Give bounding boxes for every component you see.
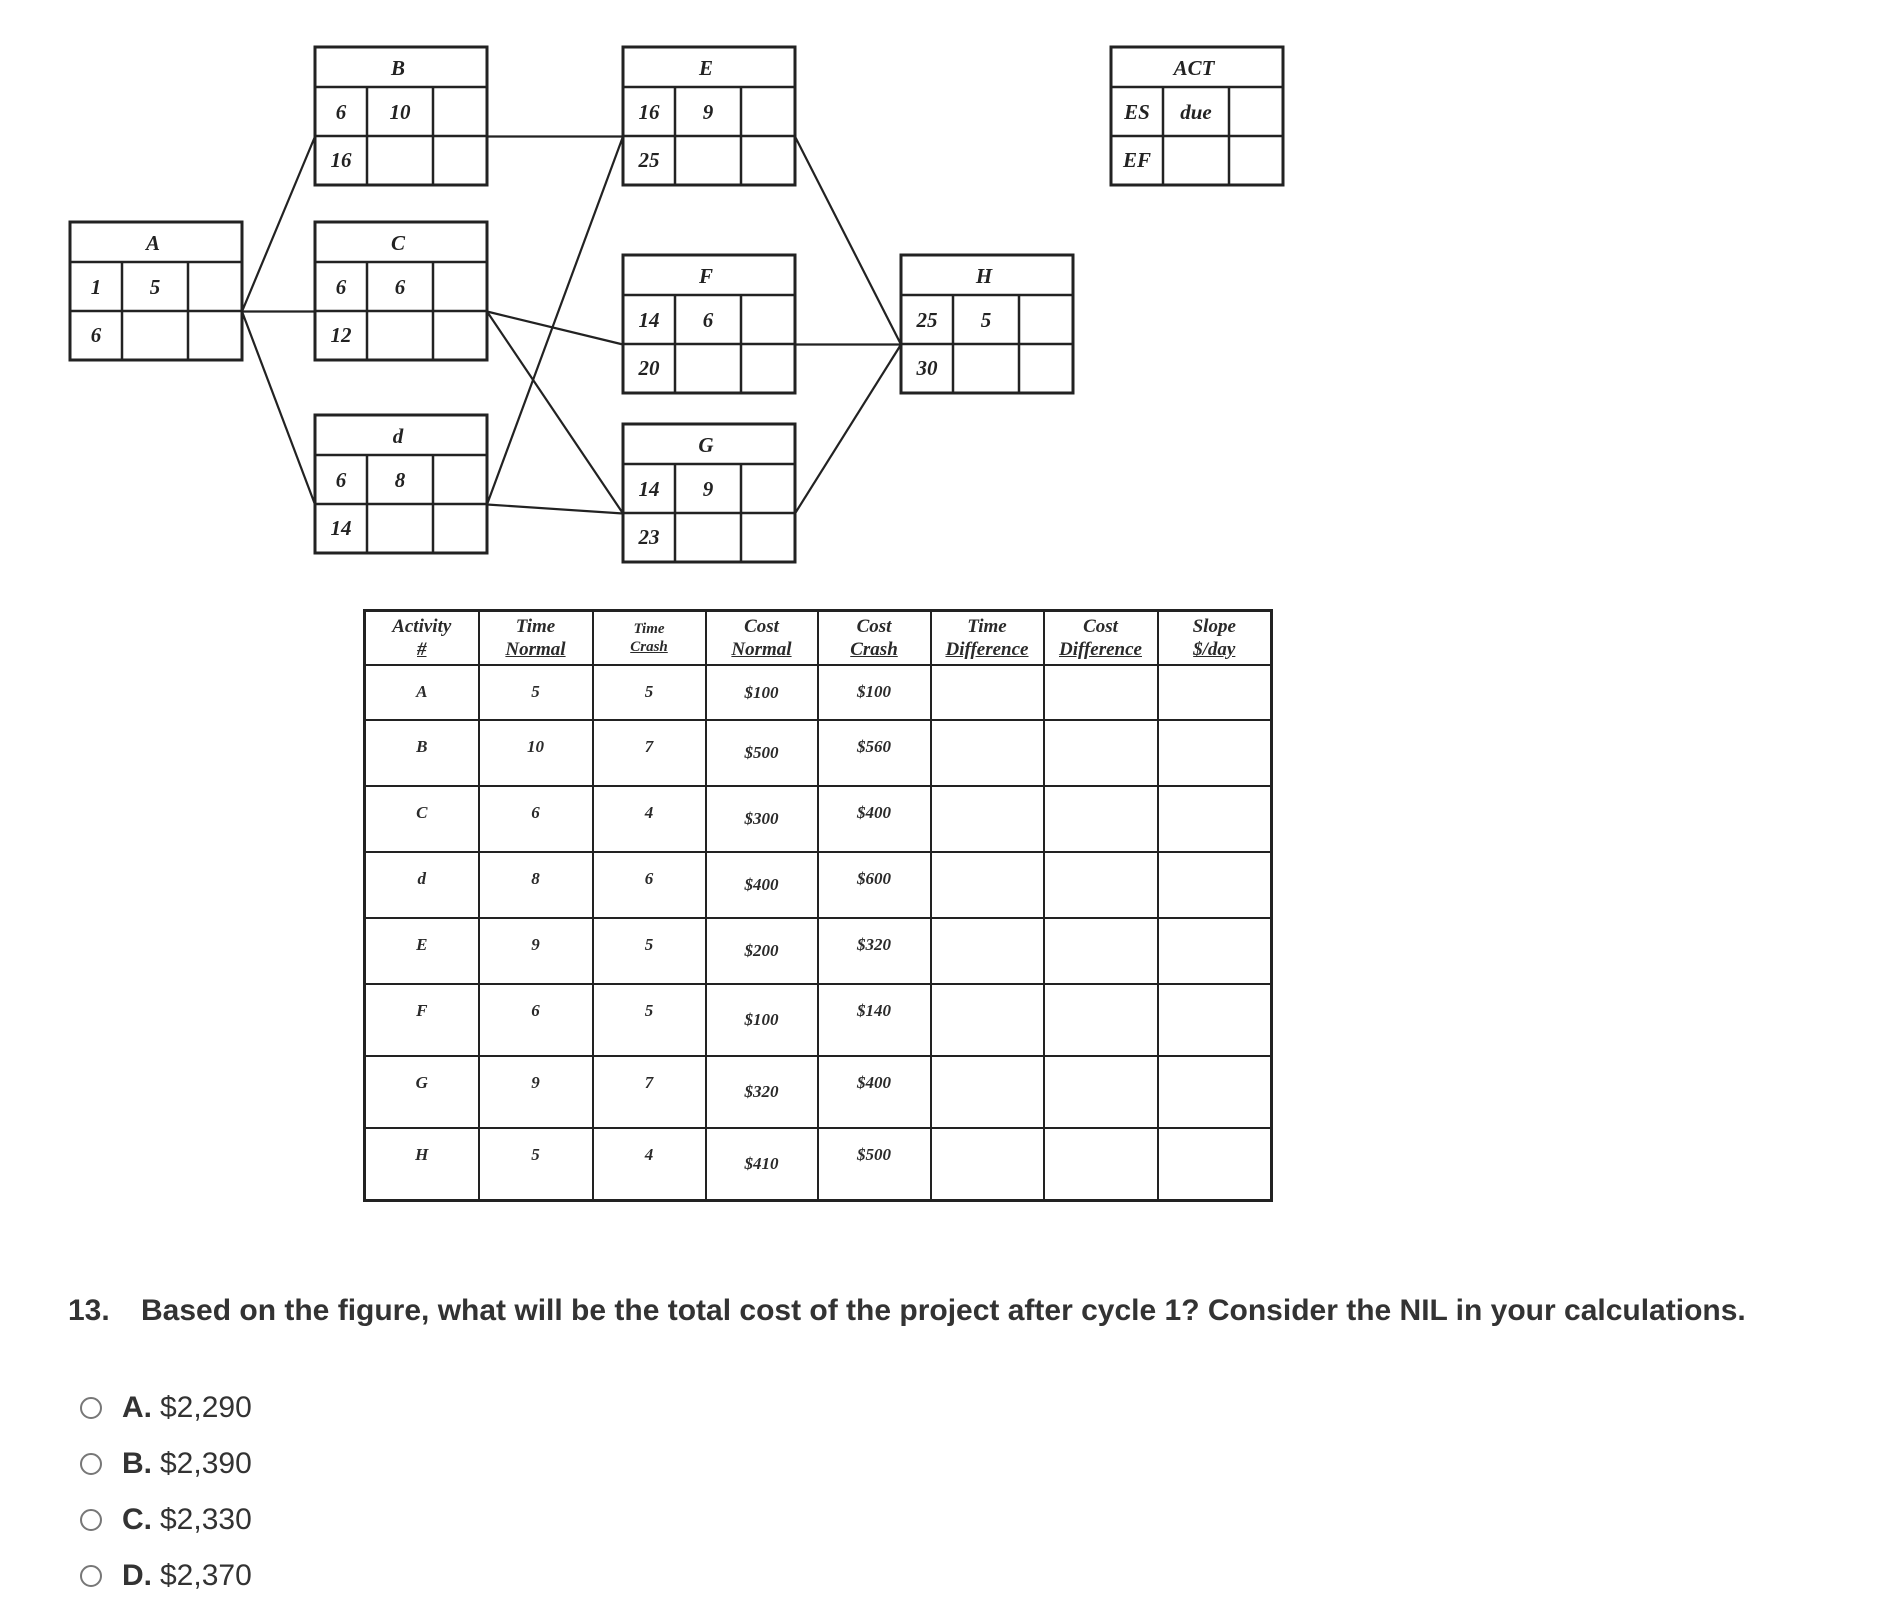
option-letter: B. (122, 1447, 152, 1480)
node-G-es: 14 (638, 477, 660, 501)
column-header-line-2: Crash (630, 639, 668, 655)
table-cell: $400 (818, 1056, 931, 1128)
node-E-label: E (698, 56, 714, 80)
node-F (623, 255, 795, 393)
table-row (365, 984, 1272, 1056)
table-row (365, 1128, 1272, 1200)
table-cell (1158, 720, 1272, 786)
table-cell: $100 (818, 665, 931, 720)
answer-options (80, 1380, 252, 1604)
answer-option[interactable] (80, 1492, 252, 1548)
table-cell: 6 (479, 786, 593, 852)
node-A-duration: 5 (149, 275, 161, 299)
column-header (365, 611, 479, 666)
question-text (68, 1294, 1868, 1328)
column-header-line-1: Activity (392, 616, 452, 637)
node-d (315, 415, 487, 553)
table-cell (1158, 1128, 1272, 1200)
table-cell: 10 (479, 720, 593, 786)
edge-A-B (242, 137, 315, 312)
column-header (931, 611, 1044, 666)
node-A (70, 222, 242, 360)
node-G-label: G (698, 433, 714, 457)
table-cell: 9 (479, 918, 593, 984)
node-G-ef: 23 (638, 525, 660, 549)
radio-button[interactable] (80, 1397, 102, 1419)
node-C-es: 6 (335, 275, 347, 299)
node-B-duration: 10 (389, 100, 411, 124)
column-header-line-2: # (417, 639, 427, 660)
table-cell: d (365, 852, 479, 918)
table-cell (1044, 852, 1158, 918)
option-value: $2,290 (160, 1391, 252, 1424)
node-H-duration: 5 (980, 308, 992, 332)
table-cell: $320 (818, 918, 931, 984)
table-cell: $400 (818, 786, 931, 852)
legend-box (1111, 47, 1283, 185)
table-header-row (365, 611, 1272, 666)
table-cell: 7 (593, 1056, 706, 1128)
column-header-line-1: Cost (1083, 616, 1118, 637)
table-row (365, 665, 1272, 720)
node-G (623, 424, 795, 562)
option-letter: D. (122, 1559, 152, 1592)
node-B (315, 47, 487, 185)
answer-option[interactable] (80, 1380, 252, 1436)
table-cell: $560 (818, 720, 931, 786)
answer-option[interactable] (80, 1436, 252, 1492)
table-cell: $500 (818, 1128, 931, 1200)
table-cell: 5 (593, 918, 706, 984)
network-diagram (0, 0, 1892, 580)
node-E-duration: 9 (702, 100, 714, 124)
node-B-es: 6 (335, 100, 347, 124)
column-header (1158, 611, 1272, 666)
column-header-line-1: Time (633, 621, 665, 637)
node-d-duration: 8 (394, 468, 406, 492)
table-cell: C (365, 786, 479, 852)
table-cell: 9 (479, 1056, 593, 1128)
answer-option[interactable] (80, 1548, 252, 1604)
column-header-line-1: Cost (744, 616, 779, 637)
column-header-line-1: Time (515, 616, 556, 637)
table-cell (931, 786, 1044, 852)
node-C-label: C (390, 231, 406, 255)
table-cell (1044, 720, 1158, 786)
table-cell: E (365, 918, 479, 984)
node-F-ef: 20 (638, 356, 660, 380)
column-header (706, 611, 818, 666)
node-F-duration: 6 (702, 308, 714, 332)
table-cell (1044, 786, 1158, 852)
edge-C-F (487, 312, 623, 345)
legend-box-ef: EF (1122, 148, 1152, 172)
legend-box-es: ES (1124, 100, 1150, 124)
table-cell (1044, 984, 1158, 1056)
option-value: $2,370 (160, 1559, 252, 1592)
column-header-line-1: Time (967, 616, 1007, 637)
table-row (365, 918, 1272, 984)
table-cell (1158, 665, 1272, 720)
column-header (1044, 611, 1158, 666)
node-d-ef: 14 (330, 516, 352, 540)
table-cell: 5 (479, 665, 593, 720)
table-cell: 6 (479, 984, 593, 1056)
node-C-duration: 6 (394, 275, 406, 299)
option-letter: A. (122, 1391, 152, 1424)
column-header (479, 611, 593, 666)
node-E-ef: 25 (638, 148, 660, 172)
table-cell (931, 1056, 1044, 1128)
table-cell: $200 (706, 918, 818, 984)
node-A-es: 1 (90, 275, 102, 299)
legend-box-duration: due (1180, 100, 1212, 124)
table-cell (1158, 1056, 1272, 1128)
node-H-ef: 30 (916, 356, 938, 380)
column-header-line-1: Cost (856, 616, 892, 637)
edge-E-H (795, 137, 901, 345)
column-header-line-2: Crash (850, 639, 898, 660)
column-header-line-2: Difference (1058, 639, 1142, 660)
table-cell (1044, 665, 1158, 720)
table-cell (931, 665, 1044, 720)
table-cell: $400 (706, 852, 818, 918)
edge-d-G (487, 505, 623, 514)
node-E (623, 47, 795, 185)
column-header-line-2: $/day (1193, 639, 1236, 660)
table-cell: $600 (818, 852, 931, 918)
table-cell (931, 918, 1044, 984)
table-cell: 7 (593, 720, 706, 786)
table-cell: $100 (706, 984, 818, 1056)
question-body: Based on the figure, what will be the total cost of the project after cycle 1? Consider the NIL in your calculations. (141, 1294, 1746, 1327)
table-cell: 8 (479, 852, 593, 918)
table-row (365, 720, 1272, 786)
node-C-ef: 12 (330, 323, 352, 347)
table-cell (1044, 918, 1158, 984)
option-value: $2,330 (160, 1503, 252, 1536)
table-cell: 5 (593, 665, 706, 720)
node-G-duration: 9 (702, 477, 714, 501)
table-cell: H (365, 1128, 479, 1200)
table-cell: F (365, 984, 479, 1056)
table-cell (1158, 918, 1272, 984)
column-header (593, 611, 706, 666)
column-header-line-2: Difference (945, 639, 1029, 660)
table-cell: 5 (479, 1128, 593, 1200)
option-value: $2,390 (160, 1447, 252, 1480)
crash-cost-table (363, 609, 1273, 1202)
table-cell: 4 (593, 786, 706, 852)
table-cell: $100 (706, 665, 818, 720)
node-A-ef: 6 (90, 323, 102, 347)
column-header-line-2: Normal (505, 639, 566, 660)
node-C (315, 222, 487, 360)
table-cell: $140 (818, 984, 931, 1056)
node-d-label: d (392, 424, 404, 448)
node-H (901, 255, 1073, 393)
table-cell (1158, 786, 1272, 852)
table-cell: $500 (706, 720, 818, 786)
legend-box-label: ACT (1173, 56, 1215, 80)
node-H-es: 25 (916, 308, 938, 332)
table-cell (1044, 1128, 1158, 1200)
column-header-line-2: Normal (731, 639, 792, 660)
node-F-es: 14 (638, 308, 660, 332)
column-header (818, 611, 931, 666)
table-cell: 5 (593, 984, 706, 1056)
table-cell: B (365, 720, 479, 786)
option-letter: C. (122, 1503, 152, 1536)
radio-button[interactable] (80, 1565, 102, 1587)
node-A-label: A (145, 231, 161, 255)
table-cell (931, 720, 1044, 786)
table-cell: $410 (706, 1128, 818, 1200)
table-cell (1044, 1056, 1158, 1128)
table-cell (931, 984, 1044, 1056)
table-row (365, 1056, 1272, 1128)
node-F-label: F (698, 264, 714, 288)
table-cell (931, 1128, 1044, 1200)
node-E-es: 16 (638, 100, 660, 124)
table-cell (1158, 852, 1272, 918)
table-cell: 6 (593, 852, 706, 918)
node-d-es: 6 (335, 468, 347, 492)
table-cell: $320 (706, 1056, 818, 1128)
table-cell: A (365, 665, 479, 720)
edge-A-d (242, 312, 315, 505)
node-H-label: H (975, 264, 993, 288)
radio-button[interactable] (80, 1509, 102, 1531)
radio-button[interactable] (80, 1453, 102, 1475)
column-header-line-1: Slope (1192, 616, 1236, 637)
table-cell: 4 (593, 1128, 706, 1200)
table-row (365, 786, 1272, 852)
table-cell: $300 (706, 786, 818, 852)
table-cell (1158, 984, 1272, 1056)
table-cell (931, 852, 1044, 918)
node-B-label: B (390, 56, 406, 80)
table-cell: G (365, 1056, 479, 1128)
node-B-ef: 16 (330, 148, 352, 172)
edge-C-G (487, 312, 623, 514)
edge-d-E (487, 137, 623, 505)
question-number: 13. (68, 1294, 110, 1327)
table-row (365, 852, 1272, 918)
edge-G-H (795, 345, 901, 514)
